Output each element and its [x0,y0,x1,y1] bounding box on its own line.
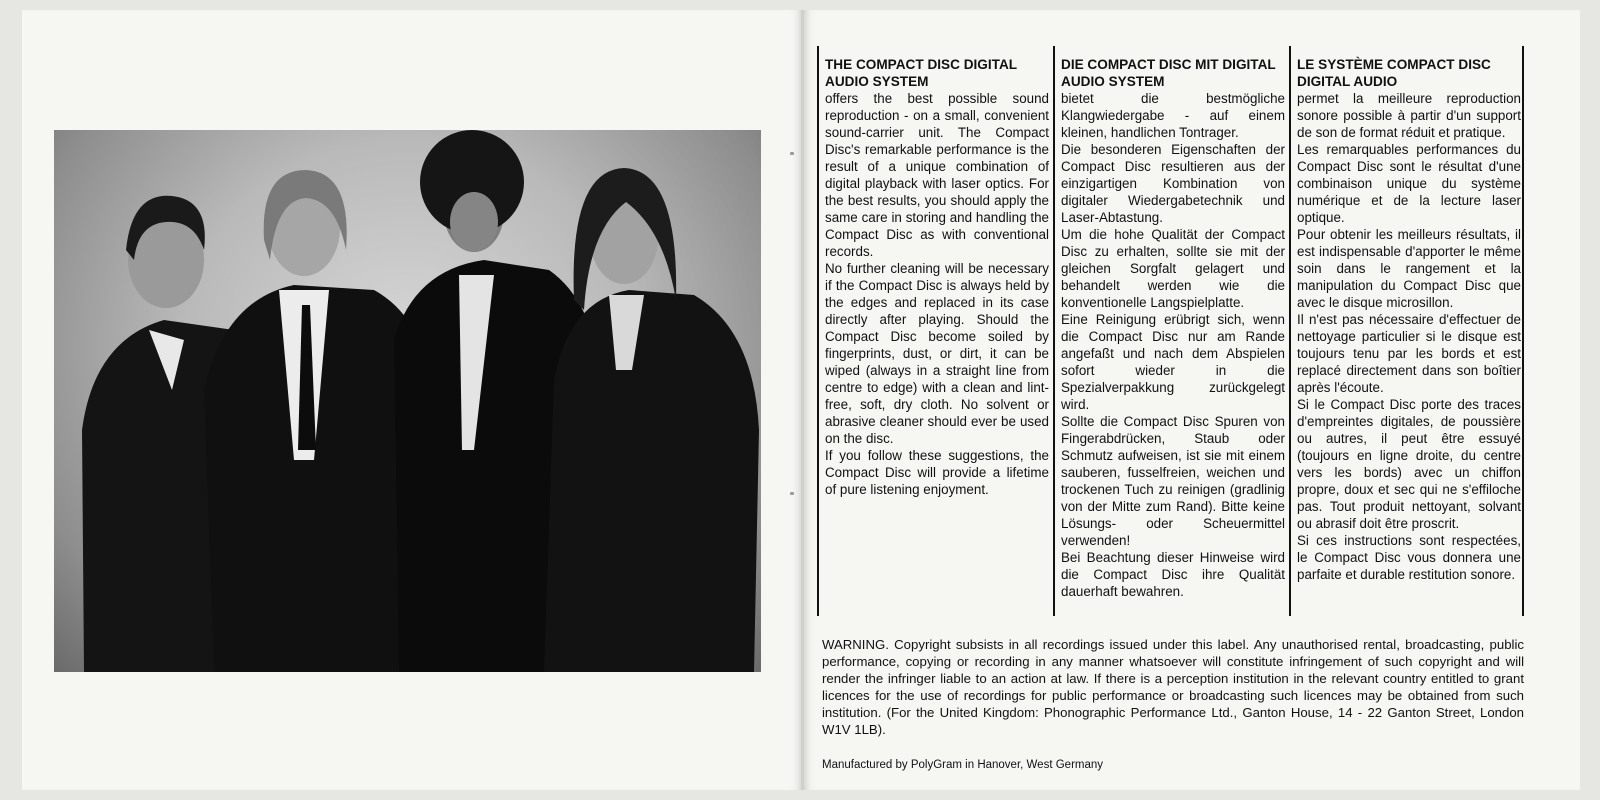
french-paragraph: Il n'est pas nécessaire d'effectuer de nettoyage particulier si le disque est toujours tenu par les bords et est replacé directement dans son boîtier après l'écoute. [1297,312,1521,395]
french-column [1289,46,1521,616]
column-rule-right [1522,46,1524,616]
french-title: LE SYSTÈME COMPACT DISC DIGITAL AUDIO [1297,57,1491,89]
manufacturer-note: Manufactured by PolyGram in Hanover, West Germany [822,759,1104,771]
german-paragraph: Die besonderen Eigenschaften der Compact Disc resultieren aus der einzigartigen Kombination von digitaler Wiedergabetechnik und Laser-Abtastung. [1061,142,1285,225]
left-page [22,10,802,790]
german-paragraph: Sollte die Compact Disc Spuren von Fingerabdrücken, Staub oder Schmutz aufweisen, ist sie mit einem sauberen, fusselfreien, weichen und trockenen Tuch zu reinigen (gradlinig von der Mitte zum Rand). Bitte keine Lösungs- oder Scheuermittel verwenden! [1061,414,1285,548]
german-column [1053,46,1285,616]
english-column [817,46,1049,616]
english-paragraph: If you follow these suggestions, the Compact Disc will provide a lifetime of pure listening enjoyment. [825,448,1049,497]
german-title: DIE COMPACT DISC MIT DIGITAL AUDIO SYSTEM [1061,57,1276,89]
band-member-4 [544,168,759,672]
staple-top [790,152,794,155]
band-photo-image [54,130,761,672]
copyright-warning: WARNING. Copyright subsists in all recordings issued under this label. Any unauthorised rental, broadcasting, public performance, copying or recording in any manner whatsoever will constitute infringement of such copyright and will render the infringer liable to an action at law. If there is a perception institution in the relevant country entitled to grant licences for the use of recordings for public performance or broadcasting such licences may be obtained from such institution. (For the United Kingdom: Phonographic Performance Ltd., Ganton House, 14 - 22 Ganton Street, London W1V 1LB). [822,637,1524,737]
german-paragraph: Bei Beachtung dieser Hinweise wird die Compact Disc ihre Qualität dauerhaft bewahren. [1061,550,1285,599]
band-photo [54,130,761,672]
german-paragraph: Eine Reinigung erübrigt sich, wenn die Compact Disc nur am Rande angefaßt und nach dem Abspielen sofort wieder in die Spezialverpakkung zurückgelegt wird. [1061,312,1285,412]
german-paragraph: Um die hohe Qualität der Compact Disc zu erhalten, sollte sie mit der gleichen Sorgfalt gelagert und behandelt werden wie die konventionelle Langspielplatte. [1061,227,1285,310]
french-paragraph: Si le Compact Disc porte des traces d'empreintes digitales, de poussière ou autres, il peut être essuyé (toujours en ligne droite, du centre vers les bords) avec un chiffon propre, doux et sec qui ne s'effiloche pas. Tout produit nettoyant, solvant ou abrasif doit être proscrit. [1297,397,1521,531]
english-title: THE COMPACT DISC DIGITAL AUDIO SYSTEM [825,57,1017,89]
french-paragraph: Les remarquables performances du Compact Disc sont le résultat d'une combinaison unique du système numérique et de la lecture laser optique. [1297,142,1521,225]
english-paragraph: No further cleaning will be necessary if the Compact Disc is always held by the edges and replaced in its case directly after playing. Should the Compact Disc become soiled by fingerprints, dust, or dirt, it can be wiped (always in a straight line from centre to edge) with a clean and lint-free, soft, dry cloth. No solvent or abrasive cleaner should ever be used on the disc. [825,261,1049,446]
french-paragraph: Pour obtenir les meilleurs résultats, il est indispensable d'apporter le même soin dans le rangement et la manipulation du Compact Disc que avec le disque microsillon. [1297,227,1521,310]
french-paragraph: permet la meilleure reproduction sonore possible à partir d'un support de son de format réduit et pratique. [1297,91,1521,140]
english-paragraph: offers the best possible sound reproduction - on a small, convenient sound-carrier unit. The Compact Disc's remarkable performance is the result of a unique combination of digital playback with laser optics. For the best results, you should apply the same care in storing and handling the Compact Disc as with conventional records. [825,91,1049,259]
german-paragraph: bietet die bestmögliche Klangwiedergabe - auf einem kleinen, handlichen Tontrager. [1061,91,1285,140]
right-page [804,10,1580,790]
french-paragraph: Si ces instructions sont respectées, le Compact Disc vous donnera une parfaite et durable restitution sonore. [1297,533,1521,582]
staple-bottom [790,492,794,495]
